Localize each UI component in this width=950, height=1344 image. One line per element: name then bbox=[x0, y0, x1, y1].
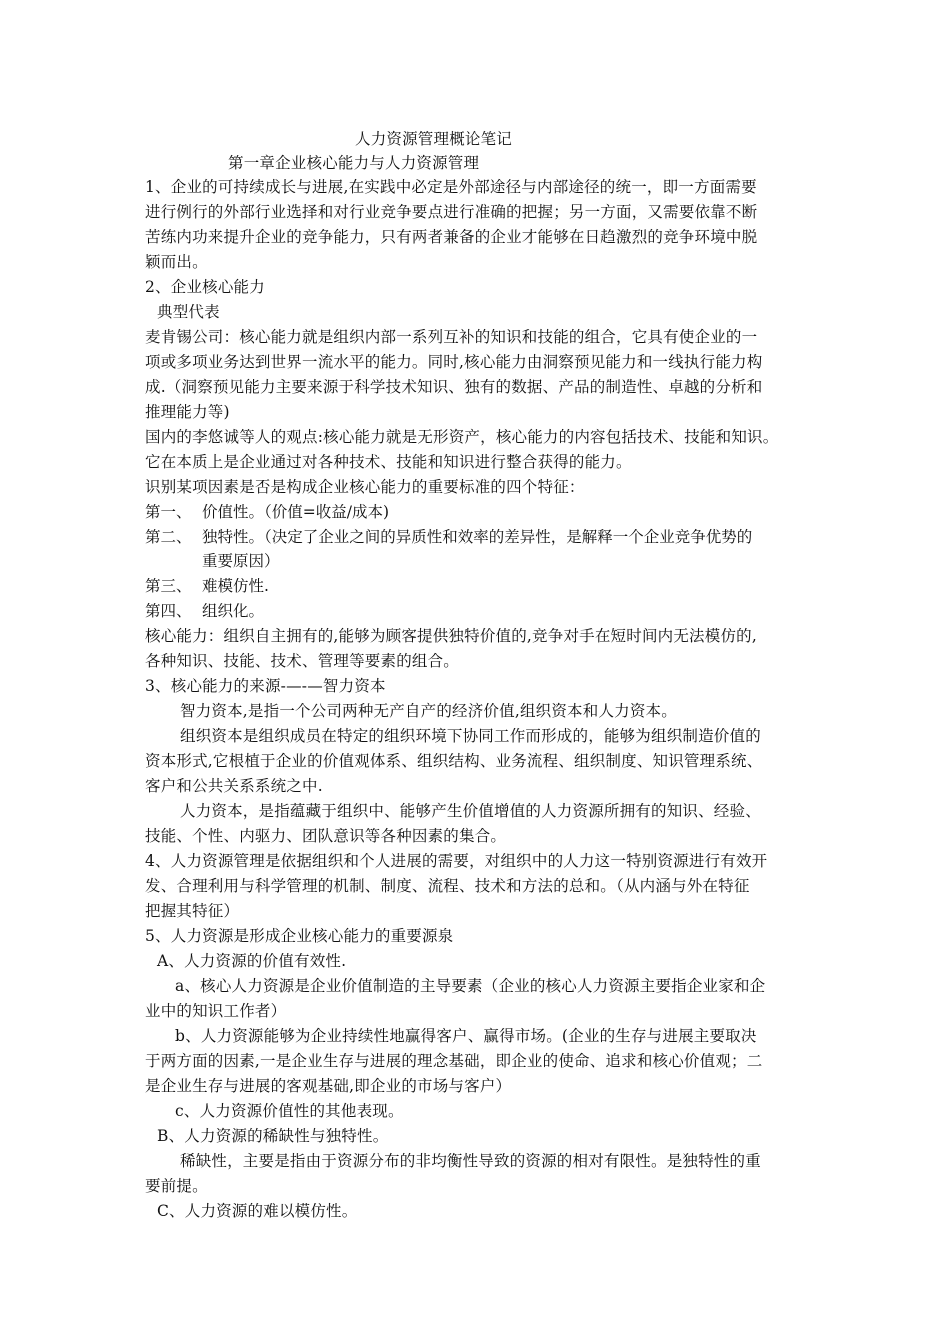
section-heading: 2、企业核心能力 bbox=[145, 278, 265, 296]
para-line: 成.（洞察预见能力主要来源于科学技术知识、独有的数据、产品的制造性、卓越的分析和 bbox=[145, 378, 763, 396]
para-line: 把握其特征） bbox=[145, 902, 240, 920]
para-line: 各种知识、技能、技术、管理等要素的组合。 bbox=[145, 652, 460, 670]
feature-text: 重要原因） bbox=[202, 552, 280, 570]
para-line: 项或多项业务达到世界一流水平的能力。同时,核心能力由洞察预见能力和一线执行能力构 bbox=[145, 353, 763, 371]
para-line: 4、人力资源管理是依据组织和个人进展的需要，对组织中的人力这一特别资源进行有效开 bbox=[145, 852, 768, 870]
feature-text: 价值性。（价值=收益/成本) bbox=[202, 503, 390, 521]
feature-label: 第三、 bbox=[145, 577, 192, 595]
para-line: 它在本质上是企业通过对各种技术、技能和知识进行整合获得的能力。 bbox=[145, 453, 632, 471]
para-line: 稀缺性，主要是指由于资源分布的非均衡性导致的资源的相对有限性。是独特性的重 bbox=[180, 1152, 761, 1170]
para-line: 核心能力：组织自主拥有的,能够为顾客提供独特价值的,竞争对手在短时间内无法模仿的, bbox=[145, 627, 757, 645]
para-line: 技能、个性、内驱力、团队意识等各种因素的集合。 bbox=[145, 827, 507, 845]
feature-label: 第一、 bbox=[145, 503, 192, 521]
feature-label: 第四、 bbox=[145, 602, 192, 620]
para-line: 颖而出。 bbox=[145, 253, 208, 271]
para-line: 业中的知识工作者） bbox=[145, 1002, 287, 1020]
subheading: A、人力资源的价值有效性. bbox=[157, 952, 347, 970]
para-line: 苦练内功来提升企业的竞争能力，只有两者兼备的企业才能够在日趋激烈的竞争环境中脱 bbox=[145, 228, 758, 246]
para-line: b、人力资源能够为企业持续性地赢得客户、赢得市场。(企业的生存与进展主要取决 bbox=[175, 1027, 757, 1045]
feature-text: 独特性。（决定了企业之间的异质性和效率的差异性，是解释一个企业竞争优势的 bbox=[202, 528, 753, 546]
para-line: 推理能力等) bbox=[145, 403, 230, 421]
para-line: a、核心人力资源是企业价值制造的主导要素（企业的核心人力资源主要指企业家和企 bbox=[175, 977, 766, 995]
para-line: 人力资本，是指蕴藏于组织中、能够产生价值增值的人力资源所拥有的知识、经验、 bbox=[180, 802, 761, 820]
para-line: 资本形式,它根植于企业的价值观体系、组织结构、业务流程、组织制度、知识管理系统、 bbox=[145, 752, 763, 770]
para-line: 智力资本,是指一个公司两种无产自产的经济价值,组织资本和人力资本。 bbox=[180, 702, 677, 720]
para-line: 进行例行的外部行业选择和对行业竞争要点进行准确的把握；另一方面，又需要依靠不断 bbox=[145, 203, 758, 221]
section-heading: 3、核心能力的来源-—-—智力资本 bbox=[145, 677, 386, 695]
para-line: 国内的李悠诚等人的观点:核心能力就是无形资产，核心能力的内容包括技术、技能和知识。 bbox=[145, 428, 779, 446]
para-line: 发、合理利用与科学管理的机制、制度、流程、技术和方法的总和。（从内涵与外在特征 bbox=[145, 877, 750, 895]
doc-title: 人力资源管理概论笔记 bbox=[355, 130, 513, 148]
para-line: 客户和公共关系系统之中. bbox=[145, 777, 323, 795]
feature-text: 组织化。 bbox=[202, 602, 265, 620]
para-line: 要前提。 bbox=[145, 1177, 208, 1195]
feature-label: 第二、 bbox=[145, 528, 192, 546]
subheading: 典型代表 bbox=[157, 303, 220, 321]
section-heading: 5、人力资源是形成企业核心能力的重要源泉 bbox=[145, 927, 454, 945]
para-line: 麦肯锡公司：核心能力就是组织内部一系列互补的知识和技能的组合，它具有使企业的一 bbox=[145, 328, 758, 346]
feature-text: 难模仿性. bbox=[202, 577, 269, 595]
para-line: c、人力资源价值性的其他表现。 bbox=[175, 1102, 404, 1120]
chapter-heading: 第一章企业核心能力与人力资源管理 bbox=[228, 154, 480, 172]
para-line: 识别某项因素是否是构成企业核心能力的重要标准的四个特征： bbox=[145, 478, 585, 496]
subheading: B、人力资源的稀缺性与独特性。 bbox=[157, 1127, 389, 1145]
para-line: 是企业生存与进展的客观基础,即企业的市场与客户） bbox=[145, 1077, 512, 1095]
para-line: 1、企业的可持续成长与进展,在实践中必定是外部途径与内部途径的统一，即一方面需要 bbox=[145, 178, 757, 196]
para-line: 组织资本是组织成员在特定的组织环境下协同工作而形成的，能够为组织制造价值的 bbox=[180, 727, 761, 745]
subheading: C、人力资源的难以模仿性。 bbox=[157, 1202, 358, 1220]
para-line: 于两方面的因素,一是企业生存与进展的理念基础，即企业的使命、追求和核心价值观；二 bbox=[145, 1052, 763, 1070]
